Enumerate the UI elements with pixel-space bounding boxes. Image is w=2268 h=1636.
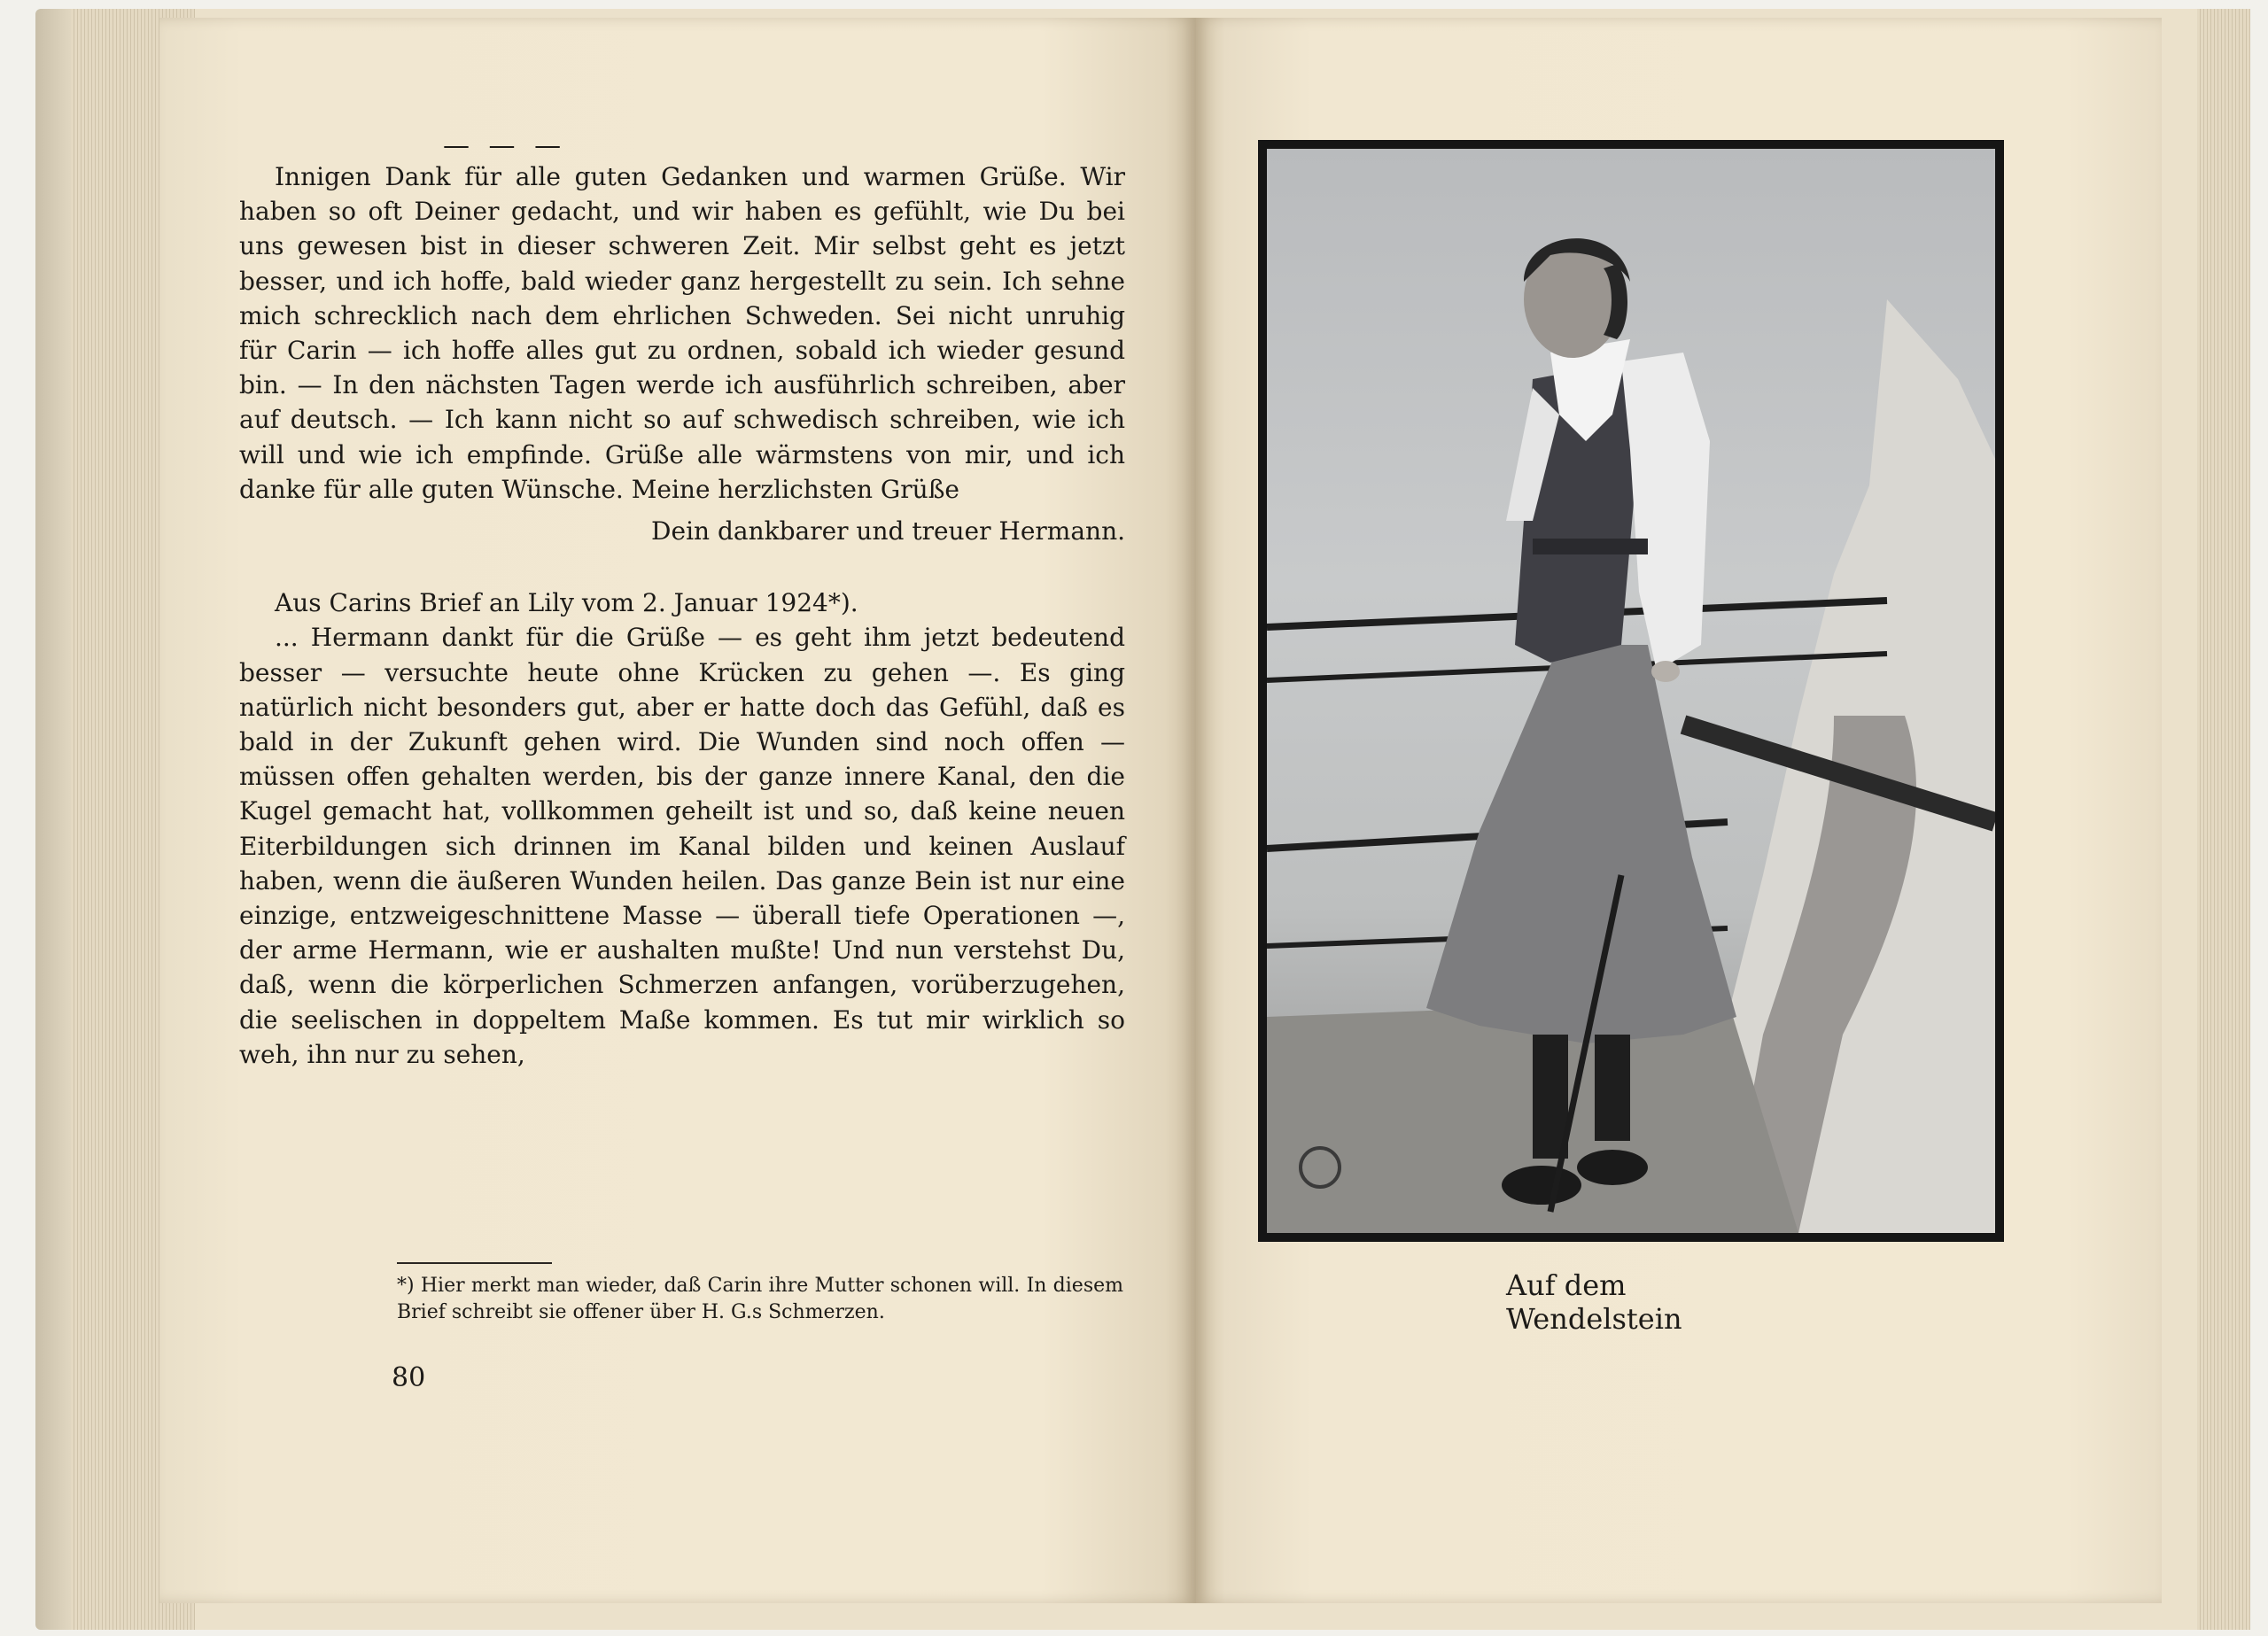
letter-paragraph: Innigen Dank für alle guten Gedanken und warmen Grüße. Wir haben so oft Deiner gedacht, und wir haben es gefühlt, wie Du bei uns gewesen bist in dieser schweren Zeit. Mir selbst geht es jetzt besser, und ich hoffe, bald wieder ganz hergestellt zu sein. Ich sehne mich schrecklich nach dem ehrlichen Schweden. Sei nicht unruhig für Carin — ich hoffe alles gut zu ordnen, sobald ich wieder gesund bin. — In den nächsten Tagen werde ich ausführlich schreiben, aber auf deutsch. — Ich kann nicht so auf schwedisch schreiben, wie ich will und wie ich empfinde. Grüße alle wärmstens von mir, und ich danke für alle guten Wünsche. Meine herzlichsten Grüße [239, 162, 1125, 504]
left-page-text [239, 130, 1125, 1072]
photo-frame [1258, 140, 2004, 1242]
photograph [1267, 149, 1995, 1233]
photo-illustration [1267, 149, 1995, 1233]
footnote-rule [397, 1262, 552, 1264]
section-dashes: — — — [443, 130, 567, 161]
photo-caption: Auf dem Wendelstein [1506, 1268, 1682, 1336]
footnote: *) Hier merkt man wieder, daß Carin ihre Mutter schonen will. In diesem Brief schreibt sie offener über H. G.s Schmerzen. [397, 1275, 1123, 1323]
letter-signature: Dein dankbarer und treuer Hermann. [651, 516, 1125, 547]
letter-excerpt-paragraph: ... Hermann dankt für die Grüße — es geht ihm jetzt bedeutend besser — versuchte heute ohne Krücken zu gehen —. Es ging natürlich nicht besonders gut, aber er hatte doch das Gefühl, daß es bald in der Zukunft gehen wird. Die Wunden sind noch offen — müssen offen gehalten werden, bis der ganze innere Kanal, den die Kugel gemacht hat, vollkommen geheilt ist und so, daß keine neuen Eiterbildungen sich drinnen im Kanal bilden und keinen Auslauf haben, wenn die äußeren Wunden heilen. Das ganze Bein ist nur eine einzige, entzweigeschnittene Masse — überall tiefe Operationen —, der arme Hermann, wie er aushalten mußte! Und nun verstehst Du, daß, wenn die körperlichen Schmerzen anfangen, vorüberzugehen, die seelischen in doppeltem Maße kommen. Es tut mir wirklich so weh, ihn nur zu sehen, [239, 623, 1125, 1069]
page-number: 80 [392, 1362, 426, 1393]
letter-heading: Aus Carins Brief an Lily vom 2. Januar 1924*). [275, 588, 858, 618]
right-page-edges [2197, 9, 2250, 1630]
